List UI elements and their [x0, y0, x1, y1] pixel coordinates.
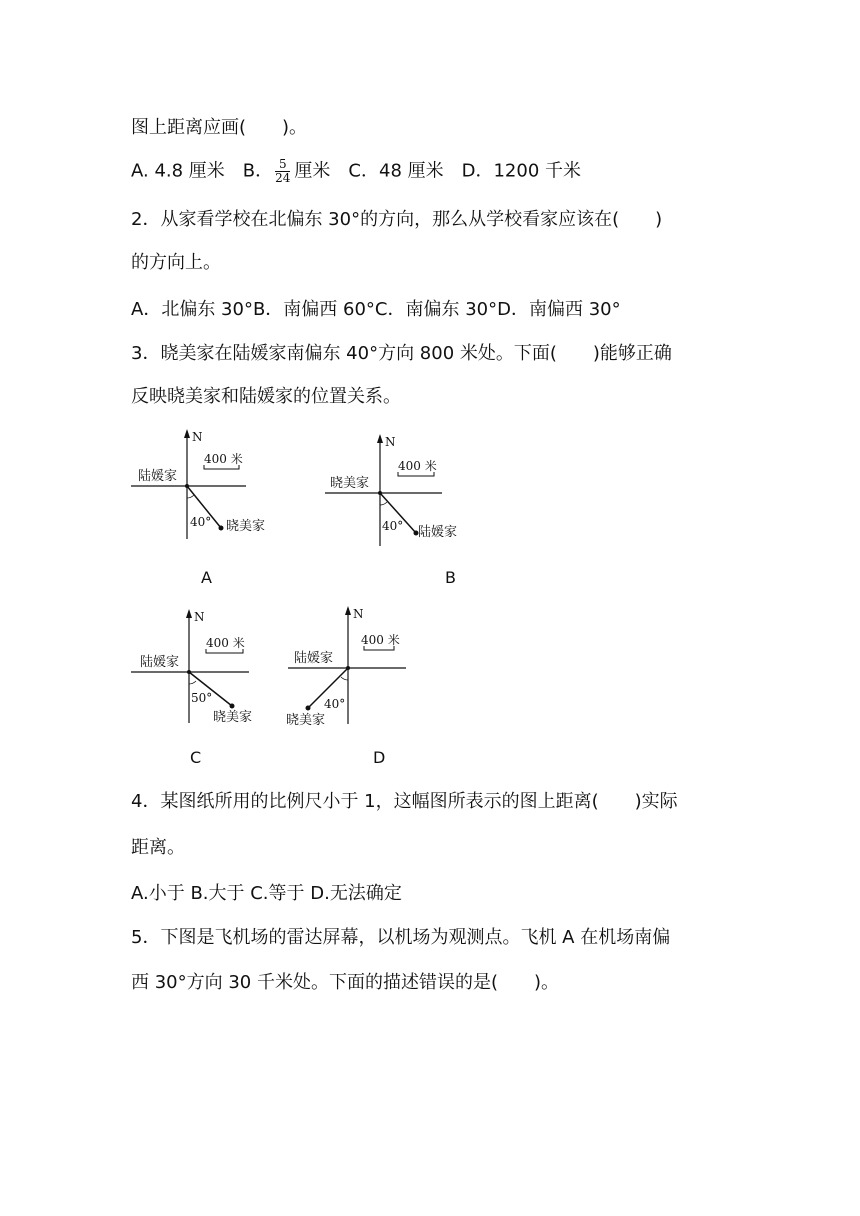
- figure-a: [128, 425, 266, 545]
- q3-text-line2: 反映晓美家和陆媛家的位置关系。: [131, 386, 401, 407]
- north-label: N: [385, 435, 396, 449]
- q3-text-line1: 3．晓美家在陆媛家南偏东 40°方向 800 米处。下面( )能够正确: [131, 343, 672, 364]
- figure-c: [128, 605, 268, 730]
- figure-b: [322, 430, 468, 550]
- fraction-numerator: 5: [275, 158, 290, 172]
- figure-b-caption: B: [445, 568, 456, 587]
- center-label: 晓美家: [330, 476, 370, 491]
- scale-label: 400 米: [361, 633, 400, 647]
- q1-option-a: A. 4.8 厘米 B．: [131, 160, 274, 182]
- angle-label: 50°: [191, 691, 213, 705]
- q2-text-line2: 的方向上。: [131, 252, 221, 273]
- q2-text-line1: 2．从家看学校在北偏东 30°的方向，那么从学校看家应该在( ): [131, 209, 663, 230]
- figure-d-caption: D: [373, 748, 386, 767]
- fraction-denominator: 24: [275, 171, 291, 185]
- q2-options: A．北偏东 30°B．南偏西 60°C．南偏东 30°D．南偏西 30°: [131, 299, 621, 320]
- center-label: 陆媛家: [294, 651, 334, 666]
- north-label: N: [353, 607, 364, 621]
- scale-label: 400 米: [398, 459, 437, 473]
- target-label: 晓美家: [226, 519, 266, 534]
- q5-text-line1: 5．下图是飞机场的雷达屏幕，以机场为观测点。飞机 A 在机场南偏: [131, 927, 671, 948]
- center-label: 陆媛家: [140, 655, 180, 670]
- figure-c-caption: C: [190, 748, 202, 767]
- q1-options-rest: 厘米 C．48 厘米 D．1200 千米: [294, 160, 582, 182]
- q4-text-line2: 距离。: [131, 837, 185, 858]
- north-label: N: [194, 610, 205, 624]
- fraction: [275, 158, 290, 185]
- angle-label: 40°: [324, 697, 346, 711]
- scale-label: 400 米: [206, 636, 245, 650]
- q1-continuation: 图上距离应画( )。: [131, 117, 308, 138]
- figure-a-caption: A: [201, 568, 212, 587]
- target-label: 晓美家: [286, 713, 326, 728]
- angle-label: 40°: [190, 515, 212, 529]
- q4-text-line1: 4．某图纸所用的比例尺小于 1，这幅图所表示的图上距离( )实际: [131, 791, 678, 812]
- q1-options: [131, 158, 581, 185]
- figure-d: [284, 602, 410, 732]
- north-label: N: [192, 430, 203, 444]
- target-label: 陆媛家: [418, 525, 458, 540]
- angle-label: 40°: [382, 519, 404, 533]
- scale-label: 400 米: [204, 452, 243, 466]
- target-label: 晓美家: [213, 710, 253, 725]
- center-label: 陆媛家: [138, 469, 178, 484]
- q4-options: A.小于 B.大于 C.等于 D.无法确定: [131, 883, 402, 904]
- q5-text-line2: 西 30°方向 30 千米处。下面的描述错误的是( )。: [131, 972, 560, 993]
